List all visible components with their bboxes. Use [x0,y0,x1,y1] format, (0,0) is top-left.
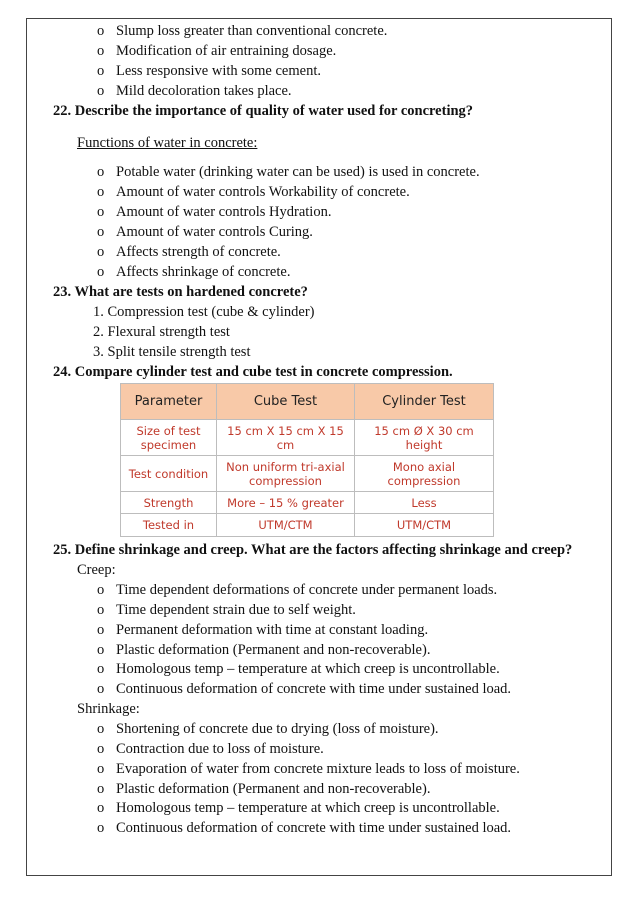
water-functions-subheading: Functions of water in concrete: [77,135,258,151]
table-cell: Test condition [121,456,217,492]
table-row [121,420,494,456]
table-row [121,456,494,492]
list-item: 1. Compression test (cube & cylinder) [93,304,315,320]
creep-label: Creep: [77,562,116,578]
comparison-table [120,383,494,537]
question-22-heading: 22. Describe the importance of quality of water used for concreting? [53,103,474,119]
table-header-cell: Cube Test [217,384,355,420]
table-cell: More – 15 % greater [217,492,355,514]
table-cell: Size of test specimen [121,420,217,456]
table-header-cell: Parameter [121,384,217,420]
table-row [121,514,494,537]
table-cell: Strength [121,492,217,514]
table-cell: Tested in [121,514,217,537]
table-cell: Less [355,492,494,514]
table-row [121,492,494,514]
table-cell: Non uniform tri-axial compression [217,456,355,492]
table-cell: UTM/CTM [355,514,494,537]
question-23-heading: 23. What are tests on hardened concrete? [53,284,308,300]
table-header-cell: Cylinder Test [355,384,494,420]
shrinkage-label: Shrinkage: [77,701,140,717]
question-24-heading: 24. Compare cylinder test and cube test in concrete compression. [53,364,453,380]
list-item: 2. Flexural strength test [93,324,230,340]
list-item: 3. Split tensile strength test [93,344,251,360]
question-25-heading: 25. Define shrinkage and creep. What are the factors affecting shrinkage and creep? [53,542,573,558]
table-cell: UTM/CTM [217,514,355,537]
table-cell: 15 cm Ø X 30 cm height [355,420,494,456]
table-cell: Mono axial compression [355,456,494,492]
table-header-row [121,384,494,420]
table-cell: 15 cm X 15 cm X 15 cm [217,420,355,456]
